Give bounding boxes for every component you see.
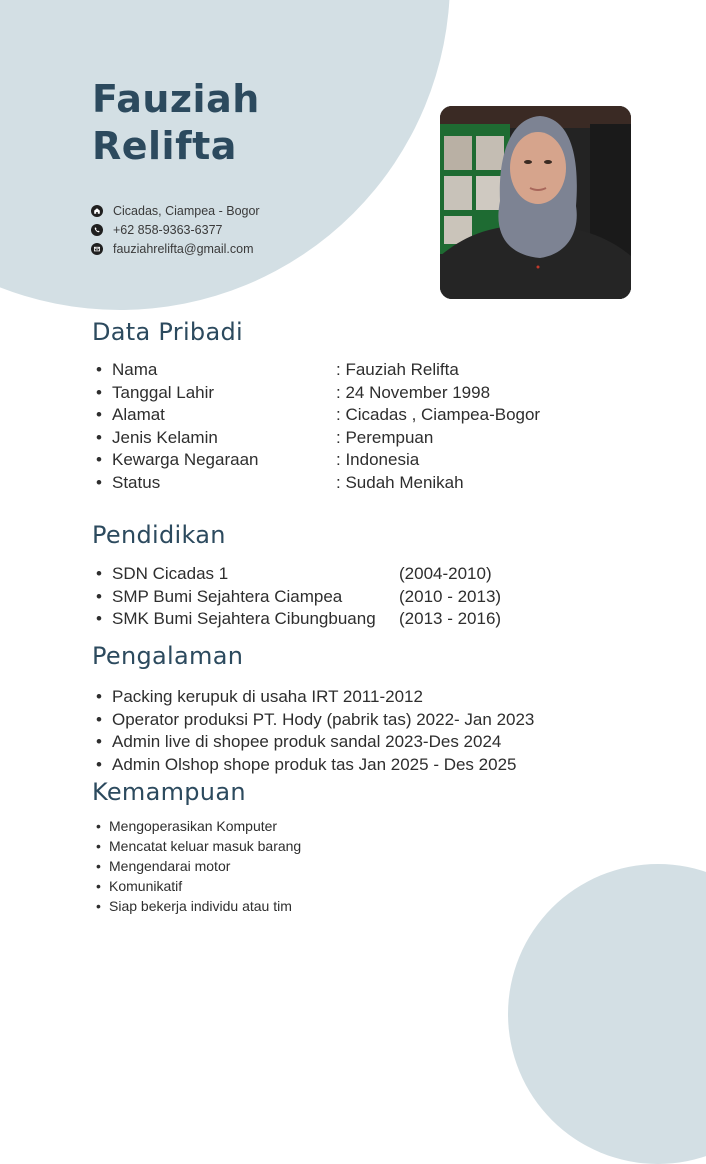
field-value: : Indonesia xyxy=(336,450,420,469)
personal-data-list xyxy=(96,359,541,494)
decorative-circle-bottom xyxy=(508,864,706,1164)
field-label: Nama xyxy=(112,360,158,379)
education-list xyxy=(96,563,502,631)
personal-data-row xyxy=(96,472,464,495)
contact-phone xyxy=(91,220,260,239)
field-label: Status xyxy=(112,472,161,492)
contact-info xyxy=(91,201,260,258)
section-title-pendidikan: Pendidikan xyxy=(92,521,226,549)
field-value: : Cicadas , Ciampea-Bogor xyxy=(336,405,541,424)
skill-item: • Siap bekerja individu atau tim xyxy=(96,896,301,916)
skills-list xyxy=(96,816,301,916)
section-title-pengalaman: Pengalaman xyxy=(92,642,244,670)
skill-item: • Mengendarai motor xyxy=(96,856,301,876)
skill-item: • Mencatat keluar masuk barang xyxy=(96,836,301,856)
experience-item: • Admin Olshop shope produk tas Jan 2025 - Des 2025 xyxy=(96,754,534,777)
mail-icon xyxy=(91,243,103,255)
personal-data-row xyxy=(96,427,434,450)
field-value: : Sudah Menikah xyxy=(336,472,464,492)
full-name xyxy=(92,76,260,170)
email-text: fauziahrelifta@gmail.com xyxy=(113,241,254,256)
section-title-kemampuan: Kemampuan xyxy=(92,778,246,806)
field-value: : 24 November 1998 xyxy=(336,382,491,402)
contact-address xyxy=(91,201,260,220)
phone-icon xyxy=(91,224,103,236)
last-name: Relifta xyxy=(92,124,237,168)
school-name: SDN Cicadas 1 xyxy=(112,564,229,583)
field-label: Tanggal Lahir xyxy=(112,382,215,402)
school-years: (2013 - 2016) xyxy=(399,609,502,628)
skill-item: • Mengoperasikan Komputer xyxy=(96,816,301,836)
school-years: (2010 - 2013) xyxy=(399,586,502,606)
field-label: Kewarga Negaraan xyxy=(112,450,259,469)
field-label: Jenis Kelamin xyxy=(112,427,218,447)
home-icon xyxy=(91,205,103,217)
profile-photo xyxy=(440,106,631,299)
phone-text: +62 858-9363-6377 xyxy=(113,222,223,237)
experience-list xyxy=(96,686,534,776)
field-value: : Perempuan xyxy=(336,427,434,447)
experience-item: • Admin live di shopee produk sandal 2023-Des 2024 xyxy=(96,731,534,754)
school-years: (2004-2010) xyxy=(399,564,492,583)
education-item xyxy=(96,586,502,609)
personal-data-row xyxy=(96,382,491,405)
school-name: SMP Bumi Sejahtera Ciampea xyxy=(112,586,343,606)
education-item xyxy=(96,608,502,631)
first-name: Fauziah xyxy=(92,77,260,121)
school-name: SMK Bumi Sejahtera Cibungbuang xyxy=(112,609,376,628)
field-label: Alamat xyxy=(112,405,165,424)
personal-data-row xyxy=(96,359,459,382)
experience-item: • Operator produksi PT. Hody (pabrik tas) 2022- Jan 2023 xyxy=(96,709,534,732)
personal-data-row xyxy=(96,449,420,472)
section-title-data-pribadi: Data Pribadi xyxy=(92,318,243,346)
education-item xyxy=(96,563,492,586)
personal-data-row xyxy=(96,404,541,427)
contact-email xyxy=(91,239,260,258)
field-value: : Fauziah Relifta xyxy=(336,360,459,379)
experience-item: • Packing kerupuk di usaha IRT 2011-2012 xyxy=(96,686,534,709)
address-text: Cicadas, Ciampea - Bogor xyxy=(113,203,260,218)
skill-item: • Komunikatif xyxy=(96,876,301,896)
